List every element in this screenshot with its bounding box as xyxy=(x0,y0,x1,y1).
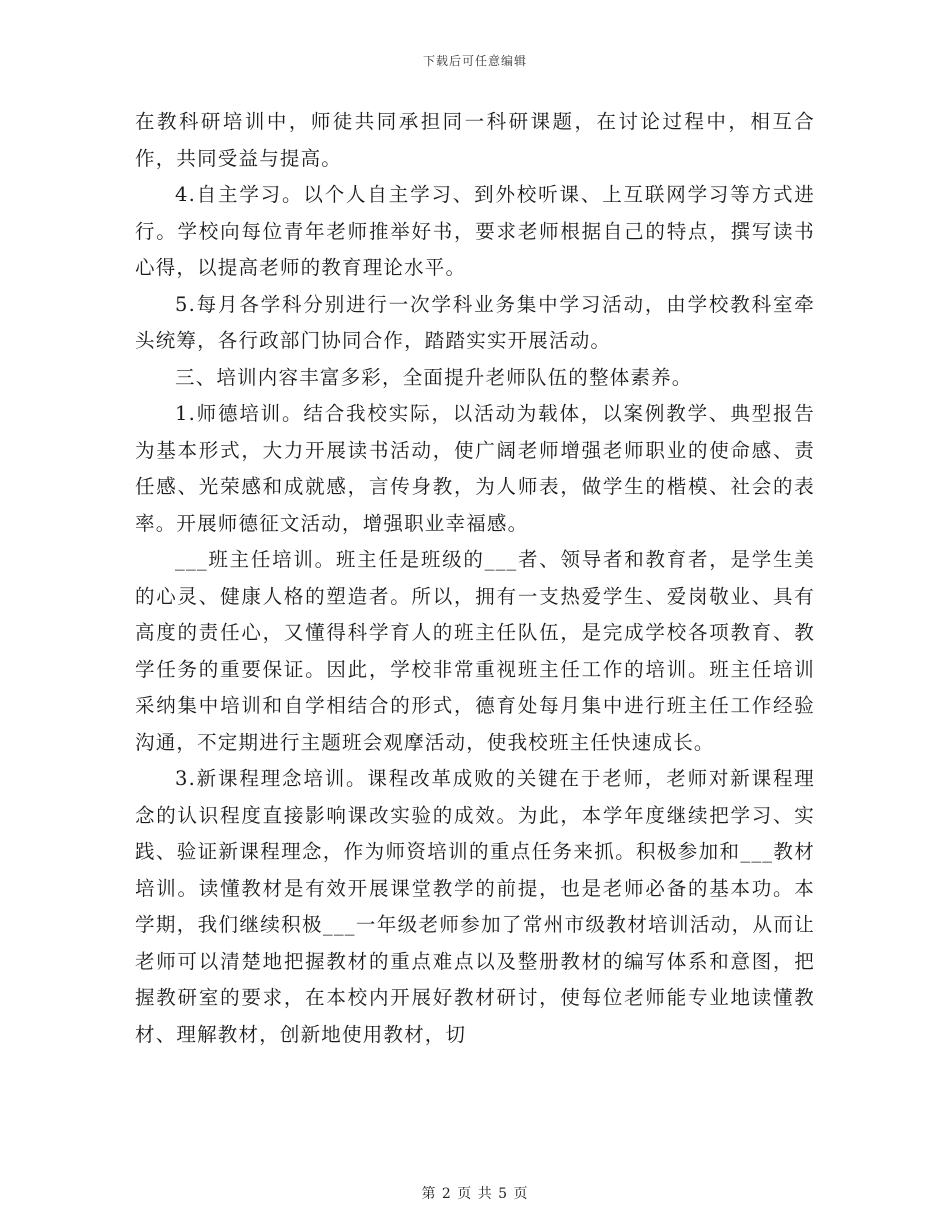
paragraph-class-teacher: ___班主任培训。班主任是班级的___者、领导者和教育者，是学生美的心灵、健康人格的塑造者。所以，拥有一支热爱学生、爱岗敬业、具有高度的责任心，又懂得科学育人的班主任队伍，是完成学校各项教育、教学任务的重要保证。因此，学校非常重视班主任工作的培训。班主任培训采纳集中培训和自学相结合的形式，德育处每月集中进行班主任工作经验沟通，不定期进行主题班会观摩活动，使我校班主任快速成长。 xyxy=(135,548,815,754)
paragraph-3: 5.每月各学科分别进行一次学科业务集中学习活动，由学校教科室牵头统筹，各行政部门协同合作，踏踏实实开展活动。 xyxy=(135,292,815,352)
paragraph-1: 在教科研培训中，师徒共同承担同一科研课题，在讨论过程中，相互合作，共同受益与提高。 xyxy=(135,110,815,170)
paragraph-new-curriculum: 3.新课程理念培训。课程改革成败的关键在于老师，老师对新课程理念的认识程度直接影响课改实验的成效。为此，本学年度继续把学习、实践、验证新课程理念，作为师资培训的重点任务来抓。积极参加和___教材培训。读懂教材是有效开展课堂教学的前提，也是老师必备的基本功。本学期，我们继续积极___一年级老师参加了常州市级教材培训活动，从而让老师可以清楚地把握教材的重点难点以及整册教材的编写体系和意图，把握教研室的要求，在本校内开展好教材研讨，使每位老师能专业地读懂教材、理解教材，创新地使用教材，切 xyxy=(135,767,815,1046)
paragraph-teacher-ethics: 1.师德培训。结合我校实际，以活动为载体，以案例教学、典型报告为基本形式，大力开展读书活动，使广阔老师增强老师职业的使命感、责任感、光荣感和成就感，言传身教，为人师表，做学生的楷模、社会的表率。开展师德征文活动，增强职业幸福感。 xyxy=(135,402,815,535)
paragraph-2: 4.自主学习。以个人自主学习、到外校听课、上互联网学习等方式进行。学校向每位青年老师推举好书，要求老师根据自己的特点，撰写读书心得，以提高老师的教育理论水平。 xyxy=(135,183,815,279)
page-header: 下载后可任意编辑 xyxy=(422,54,527,68)
page-footer: 第 2 页 共 5 页 xyxy=(421,1186,529,1202)
document-body xyxy=(135,104,815,1053)
section-heading-3: 三、培训内容丰富多彩，全面提升老师队伍的整体素养。 xyxy=(175,365,693,389)
